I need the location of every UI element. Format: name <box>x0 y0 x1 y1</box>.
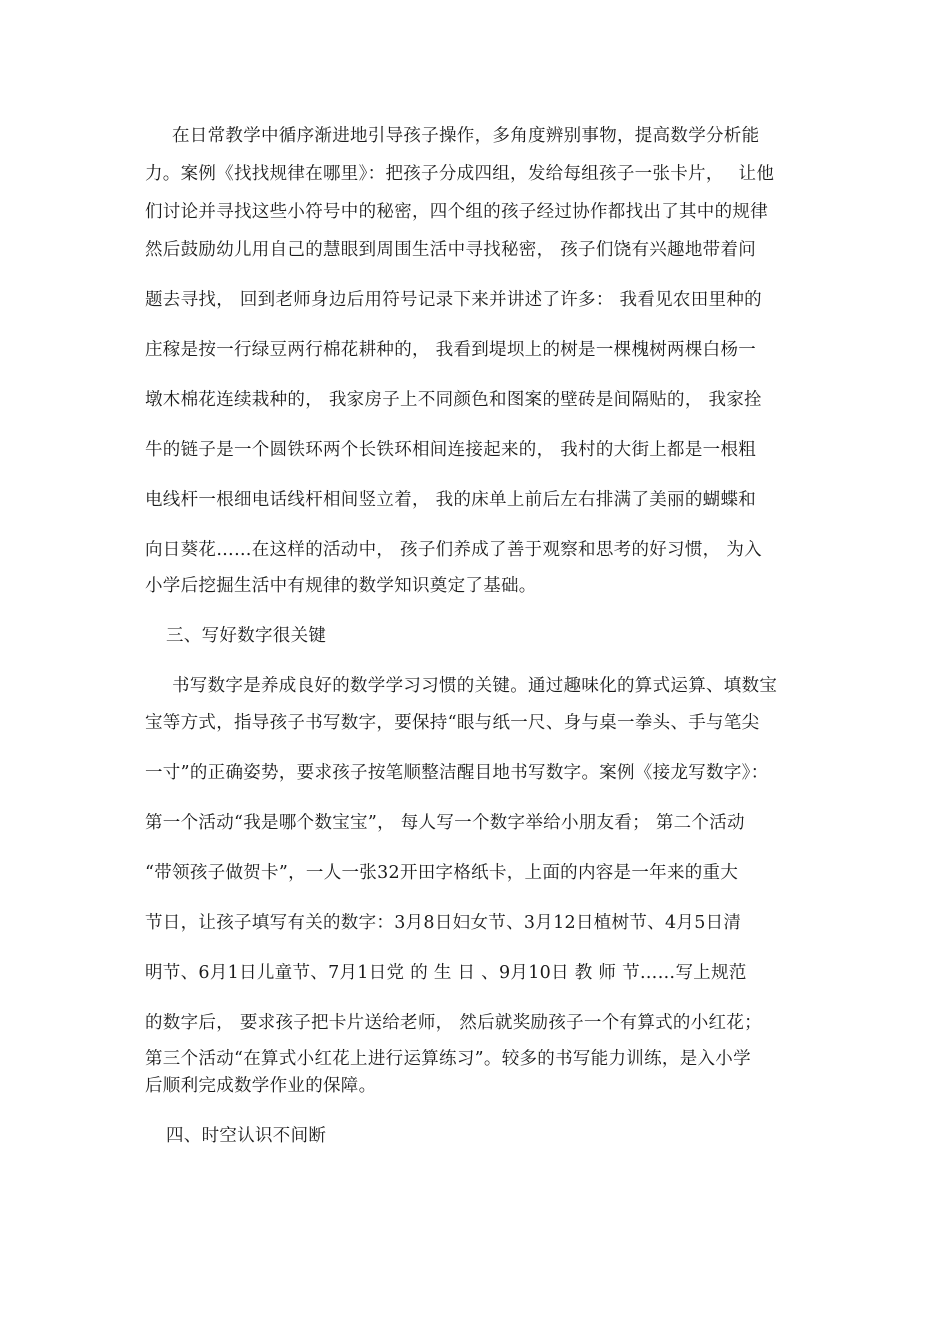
paragraph1-line-3: 们讨论并寻找这些小符号中的秘密，四个组的孩子经过协作都找出了其中的规律 <box>145 202 768 222</box>
paragraph2-line-6: 节日，让孩子填写有关的数字：3月8日妇女节、3月12日植树节、4月5日清 <box>145 913 742 933</box>
paragraph1-line-7: 墩木棉花连续栽种的， 我家房子上不同颜色和图案的壁砖是间隔贴的， 我家拴 <box>145 390 762 410</box>
paragraph1-line-1: 在日常教学中循序渐进地引导孩子操作，多角度辨别事物，提高数学分析能 <box>172 126 760 146</box>
paragraph1-line-5: 题去寻找， 回到老师身边后用符号记录下来并讲述了许多： 我看见农田里种的 <box>145 290 762 310</box>
paragraph2-line-10: 后顺利完成数学作业的保障。 <box>145 1076 377 1096</box>
paragraph2-line-3: 一寸”的正确姿势，要求孩子按笔顺整洁醒目地书写数字。案例《接龙写数字》： <box>145 763 769 783</box>
paragraph1-line-2: 力。案例《找找规律在哪里》：把孩子分成四组，发给每组孩子一张卡片， 让他 <box>145 164 775 184</box>
paragraph1-line-4: 然后鼓励幼儿用自己的慧眼到周围生活中寻找秘密， 孩子们饶有兴趣地带着问 <box>145 240 757 260</box>
paragraph2-line-5: “带领孩子做贺卡”，一人一张32开田字格纸卡，上面的内容是一年来的重大 <box>145 863 739 883</box>
paragraph2-line-2: 宝等方式，指导孩子书写数字，要保持“眼与纸一尺、身与桌一拳头、手与笔尖 <box>145 713 760 733</box>
paragraph1-line-6: 庄稼是按一行绿豆两行棉花耕种的， 我看到堤坝上的树是一棵槐树两棵白杨一 <box>145 340 757 360</box>
paragraph2-line-9: 第三个活动“在算式小红花上进行运算练习”。较多的书写能力训练，是入小学 <box>145 1049 751 1069</box>
paragraph2-line-7: 明节、6月1日儿童节、7月1日党 的 生 日 、9月10日 教 师 节……写上规范 <box>145 963 747 983</box>
section-heading-4: 四、时空认识不间断 <box>166 1126 327 1146</box>
paragraph1-line-8: 牛的链子是一个圆铁环两个长铁环相间连接起来的， 我村的大街上都是一根粗 <box>145 440 757 460</box>
paragraph1-line-11: 小学后挖掘生活中有规律的数学知识奠定了基础。 <box>145 576 537 596</box>
section-heading-3: 三、写好数字很关键 <box>166 626 327 646</box>
paragraph1-line-9: 电线杆一根细电话线杆相间竖立着， 我的床单上前后左右排满了美丽的蝴蝶和 <box>145 490 757 510</box>
paragraph2-line-4: 第一个活动“我是哪个数宝宝”， 每人写一个数字举给小朋友看； 第二个活动 <box>145 813 745 833</box>
paragraph2-line-8: 的数字后， 要求孩子把卡片送给老师， 然后就奖励孩子一个有算式的小红花； <box>145 1013 762 1033</box>
paragraph2-line-1: 书写数字是养成良好的数学学习习惯的关键。通过趣味化的算式运算、填数宝 <box>172 676 778 696</box>
paragraph1-line-10: 向日葵花……在这样的活动中， 孩子们养成了善于观察和思考的好习惯， 为入 <box>145 540 762 560</box>
